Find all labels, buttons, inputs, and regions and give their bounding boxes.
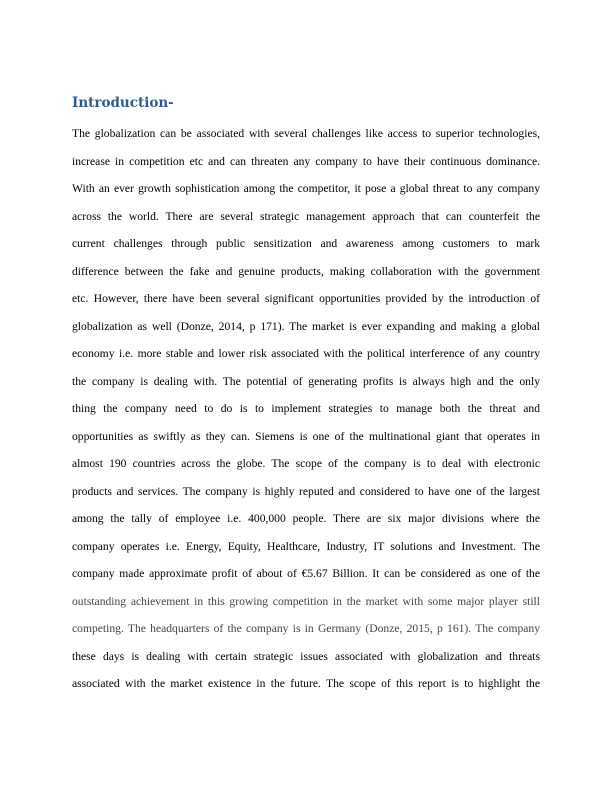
paragraph-line: opportunities as swiftly as they can. Siemens is one of the multinational giant that operates in: [72, 429, 540, 443]
paragraph-line: difference between the fake and genuine products, making collaboration with the government: [72, 264, 540, 278]
paragraph-line: among the tally of employee i.e. 400,000 people. There are six major divisions where the: [72, 512, 540, 525]
section-heading: Introduction-: [72, 95, 174, 111]
paragraph-line: products and services. The company is highly reputed and considered to have one of the largest: [72, 484, 540, 498]
paragraph-line: globalization as well (Donze, 2014, p 171). The market is ever expanding and making a global: [72, 319, 540, 333]
paragraph-line: increase in competition etc and can threaten any company to have their continuous dominance.: [72, 154, 540, 168]
paragraph-line: etc. However, there have been several significant opportunities provided by the introduction of: [72, 292, 540, 305]
paragraph-line: almost 190 countries across the globe. The scope of the company is to deal with electronic: [72, 457, 540, 470]
paragraph-line: current challenges through public sensitization and awareness among customers to mark: [72, 237, 540, 250]
paragraph-line: company made approximate profit of about of €5.67 Billion. It can be considered as one of the: [72, 567, 540, 580]
paragraph-line: outstanding achievement in this growing competition in the market with some major player still: [72, 594, 540, 608]
paragraph-line: With an ever growth sophistication among the competitor, it pose a global threat to any company: [72, 182, 540, 195]
paragraph-line: economy i.e. more stable and lower risk associated with the political interference of any country: [72, 347, 540, 360]
paragraph-line: the company is dealing with. The potential of generating profits is always high and the only: [72, 374, 540, 388]
body-paragraph: [72, 126, 540, 704]
paragraph-line: The globalization can be associated with several challenges like access to superior technologies,: [72, 127, 540, 140]
paragraph-line: these days is dealing with certain strategic issues associated with globalization and threats: [72, 649, 540, 663]
paragraph-line: across the world. There are several strategic management approach that can counterfeit the: [72, 209, 540, 223]
paragraph-line: competing. The headquarters of the company is in Germany (Donze, 2015, p 161). The company: [72, 622, 540, 635]
paragraph-line: company operates i.e. Energy, Equity, Healthcare, Industry, IT solutions and Investment. The: [72, 539, 540, 553]
paragraph-line: associated with the market existence in the future. The scope of this report is to highlight the: [72, 677, 540, 690]
paragraph-line: thing the company need to do is to implement strategies to manage both the threat and: [72, 402, 540, 415]
